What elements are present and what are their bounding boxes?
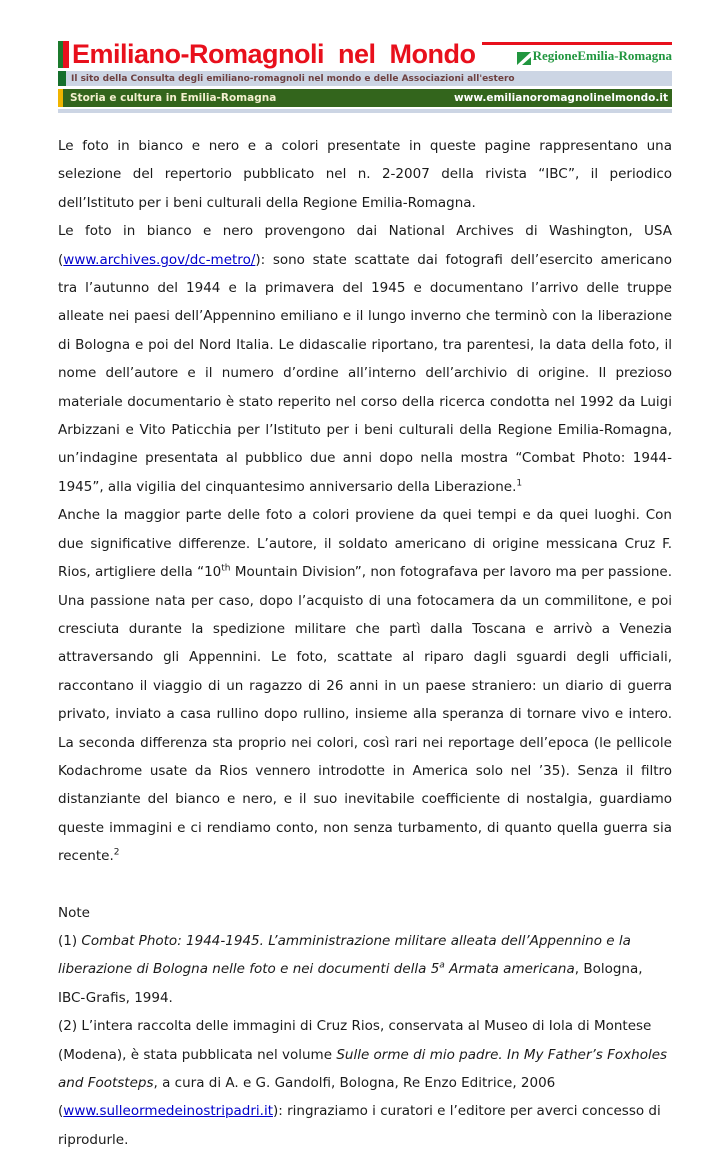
region-logo	[482, 41, 672, 64]
article-paragraph-text: Le foto in bianco e nero provengono dai National Archives di Washington, USA (	[58, 223, 672, 268]
article-paragraph-text: 2	[113, 847, 120, 858]
article-paragraph-text: 1	[516, 478, 523, 489]
article-paragraph-text: th	[221, 563, 231, 574]
article-paragraph	[58, 501, 672, 870]
archives-link[interactable]: www.archives.gov/dc-metro/	[63, 251, 256, 268]
site-url: www.emilianoromagnolinelmondo.it	[453, 92, 668, 104]
content-column	[58, 41, 672, 1154]
note-item	[58, 927, 672, 1012]
note-item-text: Armata americana	[444, 961, 575, 978]
site-header	[58, 41, 672, 68]
section-green-bar	[63, 89, 672, 107]
note-item-text: Sulle orme di mio padre. In My Father’s Foxholes and Footsteps	[58, 1046, 668, 1091]
notes-heading: Note	[58, 904, 90, 921]
note-item-text: a	[439, 960, 445, 971]
article-paragraph-text: Le foto in bianco e nero e a colori presentate in queste pagine rappresentano una selezione del repertorio pubblicato nel n. 2-2007 della rivista “IBC”, il periodico dell’Istituto per i beni culturali della Regione Emilia-Romagna.	[58, 138, 672, 211]
section-bar	[58, 89, 672, 107]
site-brand	[58, 41, 475, 68]
region-logo-redline	[482, 42, 672, 45]
sulleorme-link[interactable]: www.sulleormedeinostripadri.it	[63, 1103, 273, 1120]
header-under-strip	[58, 109, 672, 113]
region-emblem-icon	[517, 50, 531, 63]
section-title: Storia e cultura in Emilia-Romagna	[70, 92, 277, 104]
site-title: Emiliano-Romagnoli nel Mondo	[72, 39, 476, 69]
note-item-text: , a cura di A. e G. Gandolfi, Bologna, Re Enzo Editrice, 2006 (	[58, 1075, 556, 1120]
subtitle-text: Il sito della Consulta degli emiliano-romagnoli nel mondo e delle Associazioni all'estero	[71, 73, 515, 84]
article-paragraph-text: Anche la maggior parte delle foto a colori proviene da quei tempi e da quei luoghi. Con due significative differenze. L’autore, il soldato americano di origine messicana Cruz F. Rios, artigliere della “10	[58, 507, 672, 581]
article-paragraph	[58, 217, 672, 501]
article-paragraphs	[58, 132, 672, 871]
note-item-text: ): ringraziamo i curatori e l’editore per averci concesso di riprodurle.	[58, 1103, 661, 1148]
notes-list	[58, 927, 672, 1154]
note-item-text: , Bologna, IBC-Grafis, 1994.	[58, 961, 643, 1006]
subtitle-bar	[58, 71, 672, 86]
article	[58, 132, 672, 1154]
note-item	[58, 1012, 672, 1154]
note-item-text: Combat Photo: 1944-1945. L’amministrazione militare alleata dell’Appennino e la liberazione di Bologna nelle foto e nei documenti della 5	[58, 932, 631, 978]
region-logo-label: RegioneEmilia-Romagna	[532, 48, 672, 63]
note-item-text: (1)	[58, 932, 82, 949]
brand-red-bar	[63, 41, 69, 68]
article-paragraph	[58, 132, 672, 217]
note-item-text: (2) L’intera raccolta delle immagini di Cruz Rios, conservata al Museo di Iola di Montese (Modena), è stata pubblicata nel volume	[58, 1018, 652, 1063]
article-paragraph-text: Mountain Division”, non fotografava per lavoro ma per passione. Una passione nata per caso, dopo l’acquisto di una fotocamera da un commilitone, e poi cresciuta durante la spedizione militare che partì dalla Toscana e arrivò a Venezia attraversando gli Appennini. Le foto, scattate al riparo dagli sguardi degli ufficiali, raccontano il viaggio di un ragazzo di 26 anni in un paese straniero: un diario di guerra privato, inviato a casa rullino dopo rullino, insieme alla speranza di tornare vivo e intero. La seconda differenza sta proprio nei colori, così rari nei reportage dell’epoca (le pellicole Kodachrome usate da Rios vennero introdotte in America solo nel ’35). Senza il filtro distanziante del bianco e nero, e il suo inevitabile coefficiente di nostalgia, guardiamo queste immagini e ci rendiamo conto, non senza turbamento, di quanto quella guerra sia recente.	[58, 564, 672, 865]
subtitle-green-square	[58, 71, 66, 86]
article-paragraph-text: ): sono state scattate dai fotografi dell’esercito americano tra l’autunno del 1944 e la primavera del 1945 e documentano l’arrivo delle truppe alleate nei paesi dell’Appennino emiliano e il lungo inverno che terminò con la liberazione di Bologna e poi del Nord Italia. Le didascalie riportano, tra parentesi, la data della foto, il nome dell’autore e il numero d’ordine all’interno dell’archivio di origine. Il prezioso materiale documentario è stato reperito nel corso della ricerca condotta nel 1992 da Luigi Arbizzani e Vito Paticchia per l’Istituto per i beni culturali della Regione Emilia-Romagna, un’indagine presentata al pubblico due anni dopo nella mostra “Combat Photo: 1944-1945”, alla vigilia del cinquantesimo anniversario della Liberazione.	[58, 251, 672, 495]
